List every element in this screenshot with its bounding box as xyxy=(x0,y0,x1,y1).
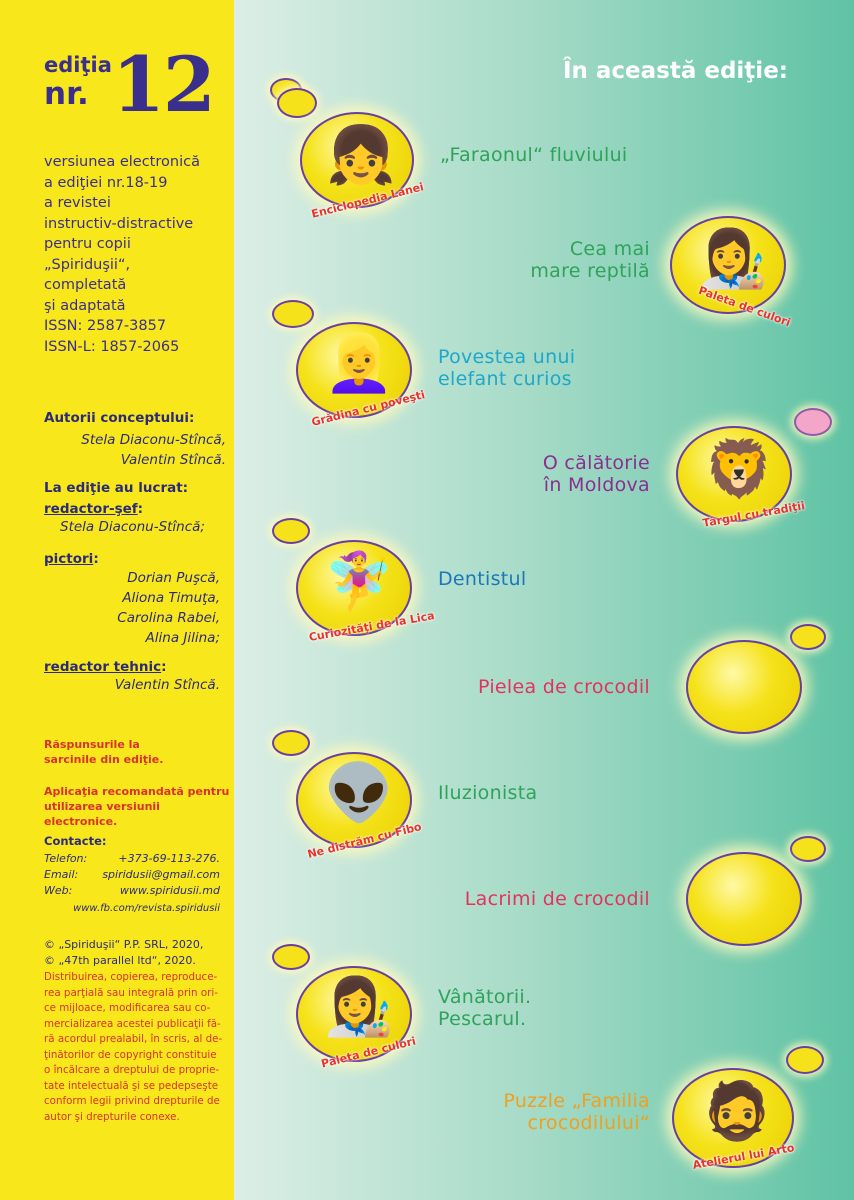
issn-l: ISSN-L: 1857-2065 xyxy=(44,338,180,355)
item-title-line[interactable]: O călătorie xyxy=(542,452,650,474)
thought-bubble-small xyxy=(272,300,314,328)
blonde-girl-icon: 👱‍♀️ xyxy=(324,331,394,396)
author-name: Stela Diaconu-Stîncă, xyxy=(81,432,226,448)
badge-label: Ne distrăm cu Fibo xyxy=(306,820,423,861)
item-title-line[interactable]: Povestea unui xyxy=(438,346,576,368)
legal-line: ce mijloace, modificarea sau co- xyxy=(44,1002,211,1014)
contacts-heading: Contacte: xyxy=(44,834,107,848)
edition-number: 12 xyxy=(112,40,214,129)
empty-thought-bubble[interactable] xyxy=(686,640,802,734)
edition-word: ediţia xyxy=(44,53,112,77)
desc-line: a ediţiei nr.18-19 xyxy=(44,174,168,191)
item-title-line[interactable]: în Moldova xyxy=(543,474,650,496)
item-title-line[interactable]: crocodilului“ xyxy=(527,1112,650,1134)
web-label: Web: xyxy=(44,884,73,897)
desc-line: instructiv-distractive xyxy=(44,215,194,232)
legal-line: ţinătorilor de copyright constituie xyxy=(44,1048,217,1061)
contents-item-2[interactable] xyxy=(530,238,650,282)
painters-heading: pictori xyxy=(44,551,94,567)
contents-item-6[interactable] xyxy=(478,676,650,698)
legal-line: ră acordul prealabil, în scris, al de- xyxy=(44,1033,223,1045)
contents-item-7[interactable] xyxy=(438,782,537,804)
nr-word: nr. xyxy=(44,76,89,112)
thought-bubble-small xyxy=(790,836,826,862)
item-title-line[interactable]: Vânătorii. xyxy=(438,986,532,1008)
contents-item-5[interactable] xyxy=(438,568,526,590)
editor-heading-wrap: redactor-şef: xyxy=(44,501,144,517)
item-title-line[interactable]: Cea mai xyxy=(569,238,650,260)
issn: ISSN: 2587-3857 xyxy=(44,318,167,334)
contents-item-3[interactable] xyxy=(438,346,575,390)
email-label: Email: xyxy=(44,868,79,881)
section-badge-enciclopedia[interactable] xyxy=(300,112,426,221)
section-badge-atelierul[interactable] xyxy=(672,1068,796,1172)
item-title-line[interactable]: „Faraonul“ fluviului xyxy=(440,144,628,166)
authors-heading: Autorii conceptului: xyxy=(44,410,195,426)
painter-girl-icon: 👩‍🎨 xyxy=(324,975,394,1040)
purple-hair-girl-icon: 🧚‍♀️ xyxy=(324,549,394,614)
section-badge-curiozitati[interactable] xyxy=(296,540,436,644)
painter-name: Alina Jilina; xyxy=(145,630,220,646)
section-badge-targul[interactable] xyxy=(676,426,806,530)
desc-line: versiunea electronică xyxy=(44,154,200,170)
badge-label: Enciclopedia Lanei xyxy=(310,180,426,221)
app-link-line[interactable]: Aplicaţia recomandată pentru xyxy=(44,785,230,798)
item-title-line[interactable]: Lacrimi de crocodil xyxy=(464,888,650,910)
painter-name: Carolina Rabei, xyxy=(117,610,220,626)
section-badge-gradina[interactable] xyxy=(296,322,427,429)
copyright xyxy=(44,937,203,969)
copyright-line: © „Spiriduşii“ P.P. SRL, 2020, xyxy=(44,938,204,951)
item-title-line[interactable]: Pielea de crocodil xyxy=(477,676,650,698)
legal-line: rea parţială sau integrală prin ori- xyxy=(44,986,218,999)
badge-label: Paleta de culori xyxy=(696,283,793,330)
app-link-line[interactable]: utilizarea versiunii electronice. xyxy=(44,800,160,828)
legal-line: conform legii privind drepturile de xyxy=(44,1095,220,1107)
badge-label: Atelierul lui Arto xyxy=(691,1141,796,1172)
tech-heading: redactor tehnic xyxy=(44,659,162,675)
thought-bubble-small xyxy=(790,624,826,650)
item-title-line[interactable]: mare reptilă xyxy=(530,260,650,282)
authors-list xyxy=(81,430,226,470)
desc-line: pentru copii xyxy=(44,236,131,252)
legal-line: tate intelectuală şi se pedepseşte xyxy=(44,1079,219,1092)
contents-title: În această ediţie: xyxy=(562,58,788,84)
desc-line: a revistei xyxy=(44,195,111,211)
section-badge-fibo[interactable] xyxy=(296,752,423,861)
phone-value[interactable]: +373-69-113-276. xyxy=(118,852,220,865)
app-link[interactable] xyxy=(44,784,234,829)
item-title-line[interactable]: Pescarul. xyxy=(438,1008,527,1030)
thought-bubble-small xyxy=(272,944,310,970)
item-title-line[interactable]: Dentistul xyxy=(438,568,527,590)
item-title-line[interactable]: elefant curios xyxy=(438,368,572,390)
badge-label: Paleta de culori xyxy=(319,1034,418,1071)
worked-heading: La ediţie au lucrat: xyxy=(44,480,189,496)
answers-link-line[interactable]: sarcinile din ediţie. xyxy=(44,753,164,766)
legal-line: o încălcare a dreptului de proprie- xyxy=(44,1064,220,1076)
empty-thought-bubble[interactable] xyxy=(686,852,802,946)
painter-name: Aliona Timuţa, xyxy=(122,590,220,606)
painter-name: Dorian Puşcă, xyxy=(127,570,220,586)
facebook-link[interactable]: www.fb.com/revista.spiridusii xyxy=(73,903,220,914)
phone-label: Telefon: xyxy=(44,852,88,865)
tech-heading-wrap: redactor tehnic: xyxy=(44,659,167,675)
author-name: Valentin Stîncă. xyxy=(120,452,226,468)
item-title-line[interactable]: Puzzle „Familia xyxy=(503,1090,650,1112)
painter-girl-icon: 👩‍🎨 xyxy=(698,227,768,292)
tech-name: Valentin Stîncă. xyxy=(114,677,220,693)
answers-link-line[interactable]: Răspunsurile la xyxy=(44,738,140,751)
desc-line: şi adaptată xyxy=(44,297,126,314)
email-link[interactable]: spiridusii@gmail.com xyxy=(102,868,220,881)
desc-line: „Spiriduşii“, xyxy=(44,256,131,273)
section-badge-paleta-2[interactable] xyxy=(296,966,418,1071)
badge-label: Târgul cu tradiţii xyxy=(701,499,806,530)
desc-line: completată xyxy=(44,277,127,293)
thought-bubble-small xyxy=(786,1046,824,1074)
legal-line: mercializarea acestei publicaţii fă- xyxy=(44,1017,221,1030)
section-badge-paleta[interactable] xyxy=(670,216,793,330)
painters-list xyxy=(117,568,220,648)
contents-item-4[interactable] xyxy=(543,452,650,496)
girl-reading-icon: 👧 xyxy=(326,123,396,188)
item-title-line[interactable]: Iluzionista xyxy=(438,782,538,804)
contents-item-10[interactable] xyxy=(503,1090,650,1134)
thought-bubble-small xyxy=(272,730,310,756)
editor-heading: redactor-şef xyxy=(44,501,138,517)
sidebar xyxy=(0,0,234,1200)
legal-line: Distribuirea, copierea, reproduce- xyxy=(44,971,218,983)
contents-item-8[interactable] xyxy=(465,888,650,910)
contents-item-9[interactable] xyxy=(438,986,531,1030)
lion-icon: 🦁 xyxy=(704,437,774,502)
editor-name: Stela Diaconu-Stîncă; xyxy=(60,519,205,535)
badge-label: Curiozităţi de la Lica xyxy=(307,609,436,644)
edition-description xyxy=(44,152,234,357)
legal-line: autor şi drepturile conexe. xyxy=(44,1110,180,1123)
thought-bubble-small xyxy=(794,408,832,436)
thought-bubble-small xyxy=(272,518,310,544)
answers-link[interactable] xyxy=(44,737,163,767)
aviator-man-icon: 🧔 xyxy=(702,1079,772,1144)
alien-icon: 👽 xyxy=(324,761,394,826)
painters-heading-wrap: pictori: xyxy=(44,551,99,567)
legal-notice xyxy=(44,970,230,1125)
badge-label: Grădina cu poveşti xyxy=(310,388,427,429)
contents-item-1[interactable] xyxy=(440,144,628,166)
web-link[interactable]: www.spiridusii.md xyxy=(119,884,220,897)
thought-bubble-medium xyxy=(277,88,317,118)
copyright-line: © „47th parallel ltd“, 2020. xyxy=(44,954,196,967)
